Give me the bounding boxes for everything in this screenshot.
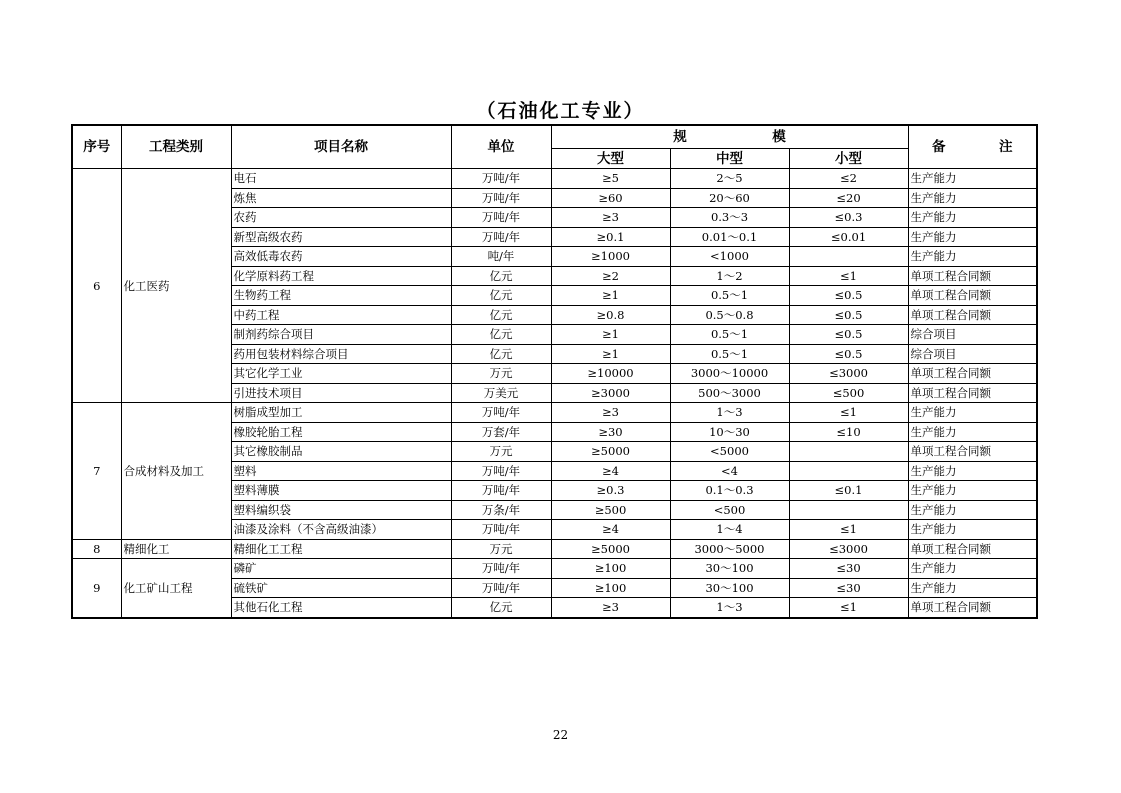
large-scale-cell: ≥5 <box>551 169 670 189</box>
unit-cell: 亿元 <box>451 325 551 345</box>
table-body <box>72 169 1037 618</box>
large-scale-cell: ≥4 <box>551 520 670 540</box>
unit-cell: 万吨/年 <box>451 559 551 579</box>
large-scale-cell: ≥3 <box>551 208 670 228</box>
table-row <box>72 169 1037 189</box>
small-scale-cell <box>789 442 908 462</box>
small-scale-cell: ≤0.5 <box>789 325 908 345</box>
remark-cell: 综合项目 <box>908 344 1037 364</box>
medium-scale-cell: 0.5～0.8 <box>670 305 789 325</box>
remark-cell: 生产能力 <box>908 403 1037 423</box>
small-scale-cell: ≤500 <box>789 383 908 403</box>
medium-scale-cell: 1～3 <box>670 403 789 423</box>
remark-cell: 单项工程合同额 <box>908 598 1037 618</box>
small-scale-cell <box>789 247 908 267</box>
remark-cell: 生产能力 <box>908 500 1037 520</box>
large-scale-cell: ≥3000 <box>551 383 670 403</box>
large-scale-cell: ≥4 <box>551 461 670 481</box>
large-scale-cell: ≥0.8 <box>551 305 670 325</box>
large-scale-cell: ≥10000 <box>551 364 670 384</box>
small-scale-cell: ≤30 <box>789 578 908 598</box>
unit-cell: 亿元 <box>451 266 551 286</box>
large-scale-cell: ≥3 <box>551 598 670 618</box>
large-scale-cell: ≥1 <box>551 325 670 345</box>
project-name-cell: 引进技术项目 <box>231 383 451 403</box>
medium-scale-cell: 0.01～0.1 <box>670 227 789 247</box>
small-scale-cell: ≤0.3 <box>789 208 908 228</box>
header-unit: 单位 <box>451 125 551 169</box>
seq-cell: 7 <box>72 403 121 540</box>
medium-scale-cell: 3000～10000 <box>670 364 789 384</box>
medium-scale-cell: 500～3000 <box>670 383 789 403</box>
unit-cell: 万套/年 <box>451 422 551 442</box>
scale-table <box>71 124 1038 619</box>
project-name-cell: 其它橡胶制品 <box>231 442 451 462</box>
project-name-cell: 中药工程 <box>231 305 451 325</box>
small-scale-cell: ≤1 <box>789 403 908 423</box>
small-scale-cell <box>789 461 908 481</box>
large-scale-cell: ≥0.1 <box>551 227 670 247</box>
large-scale-cell: ≥30 <box>551 422 670 442</box>
category-cell: 化工医药 <box>121 169 231 403</box>
header-remark: 备 注 <box>908 125 1037 169</box>
medium-scale-cell: 30～100 <box>670 559 789 579</box>
medium-scale-cell: <1000 <box>670 247 789 267</box>
project-name-cell: 制剂药综合项目 <box>231 325 451 345</box>
medium-scale-cell: 0.5～1 <box>670 286 789 306</box>
unit-cell: 万美元 <box>451 383 551 403</box>
project-name-cell: 炼焦 <box>231 188 451 208</box>
small-scale-cell: ≤1 <box>789 266 908 286</box>
large-scale-cell: ≥60 <box>551 188 670 208</box>
project-name-cell: 油漆及涂料（不含高级油漆） <box>231 520 451 540</box>
small-scale-cell: ≤3000 <box>789 364 908 384</box>
remark-cell: 生产能力 <box>908 247 1037 267</box>
remark-cell: 生产能力 <box>908 520 1037 540</box>
header-category: 工程类别 <box>121 125 231 169</box>
small-scale-cell: ≤0.01 <box>789 227 908 247</box>
table-row <box>72 559 1037 579</box>
large-scale-cell: ≥0.3 <box>551 481 670 501</box>
remark-cell: 综合项目 <box>908 325 1037 345</box>
unit-cell: 亿元 <box>451 598 551 618</box>
medium-scale-cell: 1～2 <box>670 266 789 286</box>
project-name-cell: 化学原料药工程 <box>231 266 451 286</box>
seq-cell: 6 <box>72 169 121 403</box>
large-scale-cell: ≥100 <box>551 578 670 598</box>
page-number: 22 <box>552 728 569 742</box>
medium-scale-cell: <4 <box>670 461 789 481</box>
project-name-cell: 新型高级农药 <box>231 227 451 247</box>
unit-cell: 万吨/年 <box>451 481 551 501</box>
unit-cell: 亿元 <box>451 305 551 325</box>
large-scale-cell: ≥3 <box>551 403 670 423</box>
large-scale-cell: ≥100 <box>551 559 670 579</box>
category-cell: 合成材料及加工 <box>121 403 231 540</box>
large-scale-cell: ≥1 <box>551 344 670 364</box>
remark-cell: 单项工程合同额 <box>908 442 1037 462</box>
project-name-cell: 电石 <box>231 169 451 189</box>
project-name-cell: 其他石化工程 <box>231 598 451 618</box>
project-name-cell: 药用包装材料综合项目 <box>231 344 451 364</box>
remark-cell: 单项工程合同额 <box>908 266 1037 286</box>
project-name-cell: 农药 <box>231 208 451 228</box>
unit-cell: 万条/年 <box>451 500 551 520</box>
medium-scale-cell: 20～60 <box>670 188 789 208</box>
medium-scale-cell: <500 <box>670 500 789 520</box>
small-scale-cell <box>789 500 908 520</box>
category-cell: 化工矿山工程 <box>121 559 231 618</box>
project-name-cell: 生物药工程 <box>231 286 451 306</box>
medium-scale-cell: 30～100 <box>670 578 789 598</box>
remark-cell: 生产能力 <box>908 188 1037 208</box>
header-scale: 规 模 <box>551 125 908 149</box>
project-name-cell: 塑料薄膜 <box>231 481 451 501</box>
medium-scale-cell: 0.3～3 <box>670 208 789 228</box>
medium-scale-cell: 1～4 <box>670 520 789 540</box>
table-row <box>72 539 1037 559</box>
large-scale-cell: ≥5000 <box>551 442 670 462</box>
large-scale-cell: ≥1 <box>551 286 670 306</box>
remark-cell: 生产能力 <box>908 481 1037 501</box>
project-name-cell: 塑料 <box>231 461 451 481</box>
remark-cell: 生产能力 <box>908 422 1037 442</box>
unit-cell: 万元 <box>451 442 551 462</box>
unit-cell: 万吨/年 <box>451 208 551 228</box>
project-name-cell: 硫铁矿 <box>231 578 451 598</box>
unit-cell: 万吨/年 <box>451 520 551 540</box>
medium-scale-cell: 0.5～1 <box>670 325 789 345</box>
category-cell: 精细化工 <box>121 539 231 559</box>
project-name-cell: 高效低毒农药 <box>231 247 451 267</box>
unit-cell: 万吨/年 <box>451 578 551 598</box>
remark-cell: 单项工程合同额 <box>908 286 1037 306</box>
small-scale-cell: ≤0.1 <box>789 481 908 501</box>
small-scale-cell: ≤2 <box>789 169 908 189</box>
large-scale-cell: ≥2 <box>551 266 670 286</box>
small-scale-cell: ≤10 <box>789 422 908 442</box>
remark-cell: 生产能力 <box>908 578 1037 598</box>
project-name-cell: 塑料编织袋 <box>231 500 451 520</box>
remark-cell: 生产能力 <box>908 208 1037 228</box>
remark-cell: 单项工程合同额 <box>908 305 1037 325</box>
medium-scale-cell: 0.5～1 <box>670 344 789 364</box>
small-scale-cell: ≤0.5 <box>789 286 908 306</box>
project-name-cell: 橡胶轮胎工程 <box>231 422 451 442</box>
small-scale-cell: ≤1 <box>789 598 908 618</box>
remark-cell: 生产能力 <box>908 227 1037 247</box>
seq-cell: 8 <box>72 539 121 559</box>
unit-cell: 万元 <box>451 364 551 384</box>
medium-scale-cell: 1～3 <box>670 598 789 618</box>
medium-scale-cell: 10～30 <box>670 422 789 442</box>
medium-scale-cell: <5000 <box>670 442 789 462</box>
remark-cell: 生产能力 <box>908 461 1037 481</box>
small-scale-cell: ≤1 <box>789 520 908 540</box>
medium-scale-cell: 0.1～0.3 <box>670 481 789 501</box>
remark-cell: 单项工程合同额 <box>908 539 1037 559</box>
small-scale-cell: ≤0.5 <box>789 344 908 364</box>
remark-cell: 单项工程合同额 <box>908 383 1037 403</box>
unit-cell: 亿元 <box>451 286 551 306</box>
medium-scale-cell: 3000～5000 <box>670 539 789 559</box>
unit-cell: 亿元 <box>451 344 551 364</box>
unit-cell: 万吨/年 <box>451 403 551 423</box>
project-name-cell: 精细化工工程 <box>231 539 451 559</box>
remark-cell: 生产能力 <box>908 559 1037 579</box>
large-scale-cell: ≥1000 <box>551 247 670 267</box>
large-scale-cell: ≥5000 <box>551 539 670 559</box>
table-header <box>72 125 1037 169</box>
medium-scale-cell: 2～5 <box>670 169 789 189</box>
small-scale-cell: ≤30 <box>789 559 908 579</box>
unit-cell: 万元 <box>451 539 551 559</box>
unit-cell: 万吨/年 <box>451 169 551 189</box>
unit-cell: 吨/年 <box>451 247 551 267</box>
project-name-cell: 其它化学工业 <box>231 364 451 384</box>
remark-cell: 单项工程合同额 <box>908 364 1037 384</box>
project-name-cell: 磷矿 <box>231 559 451 579</box>
unit-cell: 万吨/年 <box>451 188 551 208</box>
header-project: 项目名称 <box>231 125 451 169</box>
large-scale-cell: ≥500 <box>551 500 670 520</box>
header-large: 大型 <box>551 149 670 169</box>
remark-cell: 生产能力 <box>908 169 1037 189</box>
seq-cell: 9 <box>72 559 121 618</box>
small-scale-cell: ≤0.5 <box>789 305 908 325</box>
table-row <box>72 403 1037 423</box>
unit-cell: 万吨/年 <box>451 227 551 247</box>
small-scale-cell: ≤3000 <box>789 539 908 559</box>
small-scale-cell: ≤20 <box>789 188 908 208</box>
page-title: （石油化工专业） <box>476 100 645 122</box>
header-medium: 中型 <box>670 149 789 169</box>
unit-cell: 万吨/年 <box>451 461 551 481</box>
header-small: 小型 <box>789 149 908 169</box>
header-seq: 序号 <box>72 125 121 169</box>
project-name-cell: 树脂成型加工 <box>231 403 451 423</box>
